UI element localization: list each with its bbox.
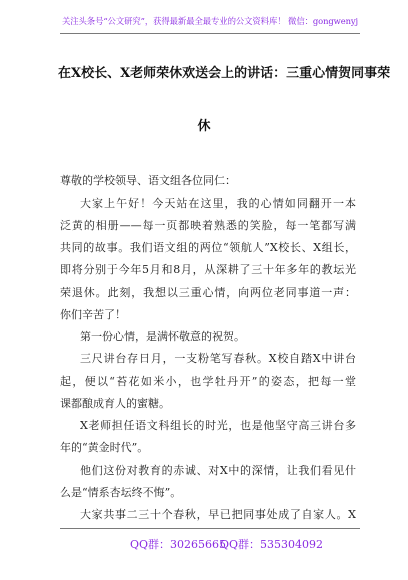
body-line: 你们辛苦了！ xyxy=(60,308,126,321)
body-line: 尊敬的学校领导、语文组各位同仁： xyxy=(60,174,236,187)
body-line: 大家共事二三十个春秋，早已把同事处成了自家人。X xyxy=(80,508,356,521)
body-line: 大家上午好！今天站在这里，我的心情如同翻开一本 xyxy=(80,197,356,210)
footer-qq-group-2: QQ群：535304092 xyxy=(220,538,324,551)
page-footer xyxy=(60,528,360,549)
document-title-line-2: 休 xyxy=(197,119,211,134)
body-line: 即将分别于今年5月和8月，从深耕了三十年多年的教坛光 xyxy=(60,263,356,276)
body-line: 第一份心情，是满怀敬意的祝贺。 xyxy=(80,330,245,343)
body-line: 荣退休。此刻，我想以三重心情，向两位老同事道一声： xyxy=(60,286,356,299)
body-line: 么是“情系杏坛终不悔”。 xyxy=(60,486,182,499)
document-title-line-1: 在X校长、X老师荣休欢送会上的讲话：三重心情贺同事荣 xyxy=(58,66,391,81)
body-line: 年的“黄金时代”。 xyxy=(60,441,149,454)
body-line: 起，便以“苔花如米小，也学牡丹开”的姿态，把每一堂 xyxy=(60,375,356,388)
page-header: 关注头条号“公文研究”，获得最新最全最专业的公文资料库！ 微信：gongwenyj xyxy=(61,16,358,26)
body-line: 课都酿成育人的蜜糖。 xyxy=(60,397,170,410)
body-line: 泛黄的相册——每一页都映着熟悉的笑脸，每一笔都写满 xyxy=(60,219,356,232)
body-line: X老师担任语文科组长的时光，也是他坚守高三讲台多 xyxy=(80,419,356,432)
body-line: 三尺讲台存日月，一支粉笔写春秋。X校自踏X中讲台 xyxy=(80,352,356,365)
body-line: 他们这份对教育的赤诚、对X中的深情，让我们看见什 xyxy=(80,464,356,477)
header-divider xyxy=(60,33,360,34)
footer-qq-group-1: QQ群：30265665 xyxy=(130,538,227,551)
body-line: 共同的故事。我们语文组的两位“领航人”X校长、X组长， xyxy=(60,241,356,254)
